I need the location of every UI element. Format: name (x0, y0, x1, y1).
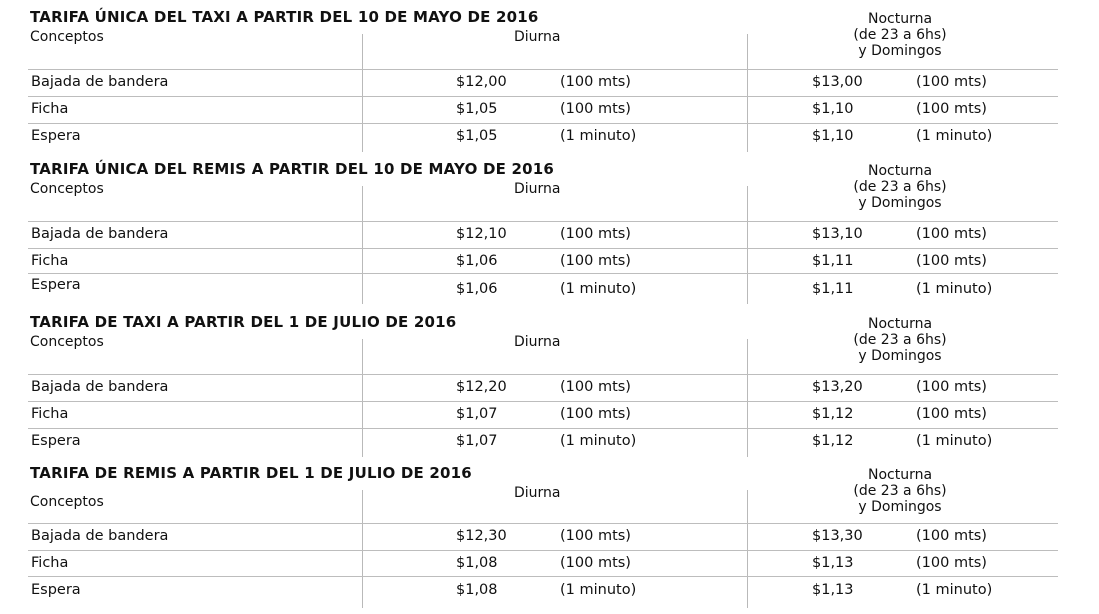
conceptos-header: Conceptos (30, 29, 104, 45)
day-price-cell: $12,00 (456, 74, 507, 90)
concept-cell: Ficha (31, 253, 69, 269)
night-unit-cell: (1 minuto) (916, 582, 993, 598)
nocturna-line-1: Nocturna (867, 316, 933, 332)
day-unit-cell: (100 mts) (560, 226, 631, 242)
row-divider (28, 96, 1058, 97)
diurna-header: Diurna (514, 334, 561, 350)
concept-cell: Espera (31, 433, 81, 449)
day-price-cell: $1,08 (456, 582, 498, 598)
diurna-header: Diurna (514, 181, 561, 197)
row-divider (28, 123, 1058, 124)
section-title: TARIFA DE TAXI A PARTIR DEL 1 DE JULIO DE 2016 (30, 313, 457, 331)
column-divider (362, 186, 363, 304)
night-price-cell: $13,00 (812, 74, 863, 90)
section-title: TARIFA ÚNICA DEL REMIS A PARTIR DEL 10 DE MAYO DE 2016 (30, 160, 555, 178)
nocturna-line-3: y Domingos (858, 499, 942, 515)
concept-cell: Bajada de bandera (31, 528, 169, 544)
night-unit-cell: (100 mts) (916, 406, 987, 422)
night-price-cell: $1,13 (812, 555, 854, 571)
night-unit-cell: (100 mts) (916, 253, 987, 269)
day-price-cell: $1,08 (456, 555, 498, 571)
column-divider (747, 34, 748, 152)
conceptos-header: Conceptos (30, 181, 104, 197)
day-price-cell: $1,05 (456, 101, 498, 117)
nocturna-line-2: (de 23 a 6hs) (853, 27, 947, 43)
section-title: TARIFA DE REMIS A PARTIR DEL 1 DE JULIO DE 2016 (30, 464, 472, 482)
row-divider (28, 523, 1058, 524)
row-divider (28, 428, 1058, 429)
row-divider (28, 273, 1058, 274)
day-unit-cell: (100 mts) (560, 406, 631, 422)
conceptos-header: Conceptos (30, 494, 104, 510)
night-unit-cell: (100 mts) (916, 528, 987, 544)
concept-cell: Espera (31, 582, 81, 598)
row-divider (28, 576, 1058, 577)
night-price-cell: $1,13 (812, 582, 854, 598)
tariff-section-taxi-julio (0, 313, 1099, 463)
conceptos-header: Conceptos (30, 334, 104, 350)
concept-cell: Ficha (31, 406, 69, 422)
night-unit-cell: (1 minuto) (916, 433, 993, 449)
concept-cell: Bajada de bandera (31, 379, 169, 395)
concept-cell: Bajada de bandera (31, 226, 169, 242)
row-divider (28, 248, 1058, 249)
night-price-cell: $1,10 (812, 128, 854, 144)
nocturna-line-3: y Domingos (858, 195, 942, 211)
day-unit-cell: (1 minuto) (560, 433, 637, 449)
column-divider (747, 339, 748, 457)
night-price-cell: $1,11 (812, 281, 854, 297)
diurna-header: Diurna (514, 485, 561, 501)
day-unit-cell: (100 mts) (560, 101, 631, 117)
day-price-cell: $12,10 (456, 226, 507, 242)
night-price-cell: $13,20 (812, 379, 863, 395)
nocturna-line-3: y Domingos (858, 43, 942, 59)
night-unit-cell: (100 mts) (916, 226, 987, 242)
nocturna-line-1: Nocturna (867, 467, 933, 483)
night-price-cell: $13,10 (812, 226, 863, 242)
night-unit-cell: (100 mts) (916, 379, 987, 395)
column-divider (362, 34, 363, 152)
day-price-cell: $1,05 (456, 128, 498, 144)
concept-cell: Ficha (31, 101, 69, 117)
concept-cell: Bajada de bandera (31, 74, 169, 90)
day-unit-cell: (1 minuto) (560, 582, 637, 598)
concept-cell: Ficha (31, 555, 69, 571)
row-divider (28, 221, 1058, 222)
nocturna-line-3: y Domingos (858, 348, 942, 364)
night-price-cell: $1,10 (812, 101, 854, 117)
night-unit-cell: (100 mts) (916, 74, 987, 90)
column-divider (747, 186, 748, 304)
night-price-cell: $1,12 (812, 406, 854, 422)
night-unit-cell: (1 minuto) (916, 128, 993, 144)
nocturna-header (800, 467, 1000, 515)
nocturna-line-2: (de 23 a 6hs) (853, 483, 947, 499)
tariff-section-remis-mayo (0, 160, 1099, 310)
night-unit-cell: (1 minuto) (916, 281, 993, 297)
night-price-cell: $13,30 (812, 528, 863, 544)
nocturna-line-2: (de 23 a 6hs) (853, 332, 947, 348)
day-unit-cell: (1 minuto) (560, 128, 637, 144)
row-divider (28, 69, 1058, 70)
nocturna-header (800, 163, 1000, 211)
section-title: TARIFA ÚNICA DEL TAXI A PARTIR DEL 10 DE MAYO DE 2016 (30, 8, 539, 26)
concept-cell: Espera (31, 277, 81, 293)
day-price-cell: $1,07 (456, 433, 498, 449)
day-price-cell: $12,20 (456, 379, 507, 395)
row-divider (28, 401, 1058, 402)
night-unit-cell: (100 mts) (916, 101, 987, 117)
column-divider (362, 339, 363, 457)
day-price-cell: $12,30 (456, 528, 507, 544)
nocturna-line-2: (de 23 a 6hs) (853, 179, 947, 195)
day-unit-cell: (100 mts) (560, 253, 631, 269)
tariff-section-remis-julio (0, 464, 1099, 614)
nocturna-line-1: Nocturna (867, 11, 933, 27)
day-unit-cell: (1 minuto) (560, 281, 637, 297)
day-price-cell: $1,06 (456, 253, 498, 269)
tariff-section-taxi-mayo (0, 8, 1099, 158)
nocturna-header (800, 11, 1000, 59)
night-price-cell: $1,11 (812, 253, 854, 269)
column-divider (747, 490, 748, 608)
column-divider (362, 490, 363, 608)
day-unit-cell: (100 mts) (560, 555, 631, 571)
concept-cell: Espera (31, 128, 81, 144)
day-unit-cell: (100 mts) (560, 528, 631, 544)
day-price-cell: $1,07 (456, 406, 498, 422)
row-divider (28, 550, 1058, 551)
day-price-cell: $1,06 (456, 281, 498, 297)
nocturna-line-1: Nocturna (867, 163, 933, 179)
day-unit-cell: (100 mts) (560, 379, 631, 395)
night-price-cell: $1,12 (812, 433, 854, 449)
diurna-header: Diurna (514, 29, 561, 45)
nocturna-header (800, 316, 1000, 364)
day-unit-cell: (100 mts) (560, 74, 631, 90)
row-divider (28, 374, 1058, 375)
night-unit-cell: (100 mts) (916, 555, 987, 571)
